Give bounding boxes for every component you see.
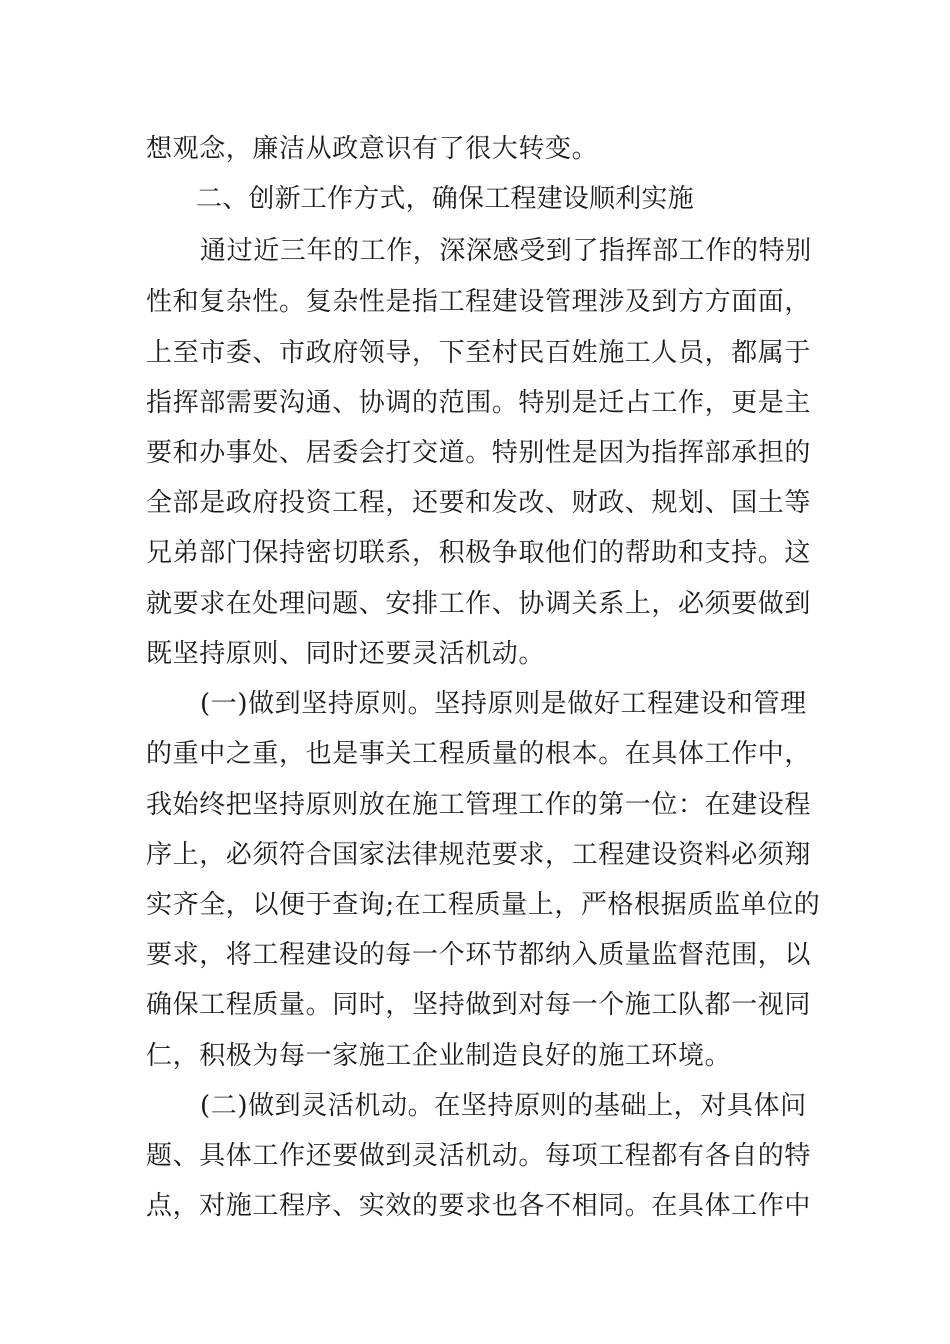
- text-line: 指挥部需要沟通、协调的范围。特别是迁占工作，更是主: [146, 388, 812, 418]
- text-line: 想观念，廉洁从政意识有了很大转变。: [146, 134, 599, 164]
- text-line: 上至市委、市政府领导，下至村民百姓施工人员，都属于: [146, 338, 812, 368]
- text-line: 要和办事处、居委会打交道。特别性是因为指挥部承担的: [146, 438, 812, 468]
- text-line: (二)做到灵活机动。在坚持原则的基础上，对具体问: [200, 1091, 807, 1121]
- text-line: 序上，必须符合国家法律规范要求，工程建设资料必须翔: [146, 840, 812, 870]
- text-line: 就要求在处理问题、安排工作、协调关系上，必须要做到: [146, 589, 812, 619]
- text-line: 确保工程质量。同时，坚持做到对每一个施工队都一视同: [146, 990, 812, 1020]
- text-line: 全部是政府投资工程，还要和发改、财政、规划、国土等: [146, 488, 812, 518]
- text-line: 既坚持原则、同时还要灵活机动。: [146, 639, 546, 669]
- text-line: 题、具体工作还要做到灵活机动。每项工程都有各自的特: [146, 1141, 812, 1171]
- text-line: 通过近三年的工作，深深感受到了指挥部工作的特别: [200, 236, 812, 266]
- text-line: 性和复杂性。复杂性是指工程建设管理涉及到方方面面，: [146, 287, 812, 317]
- text-line: 点，对施工程序、实效的要求也各不相同。在具体工作中: [146, 1191, 812, 1221]
- text-line: 的重中之重，也是事关工程质量的根本。在具体工作中，: [146, 739, 812, 769]
- text-line: 要求，将工程建设的每一个环节都纳入质量监督范围，以: [146, 940, 812, 970]
- section-heading: 二、创新工作方式，确保工程建设顺利实施: [196, 184, 694, 214]
- text-line: 仁，积极为每一家施工企业制造良好的施工环境。: [146, 1041, 732, 1071]
- text-line: (一)做到坚持原则。坚持原则是做好工程建设和管理: [200, 689, 807, 719]
- text-line: 实齐全，以便于查询;在工程质量上，严格根据质监单位的: [146, 890, 821, 920]
- text-line: 我始终把坚持原则放在施工管理工作的第一位：在建设程: [146, 790, 812, 820]
- text-line: 兄弟部门保持密切联系，积极争取他们的帮助和支持。这: [146, 538, 812, 568]
